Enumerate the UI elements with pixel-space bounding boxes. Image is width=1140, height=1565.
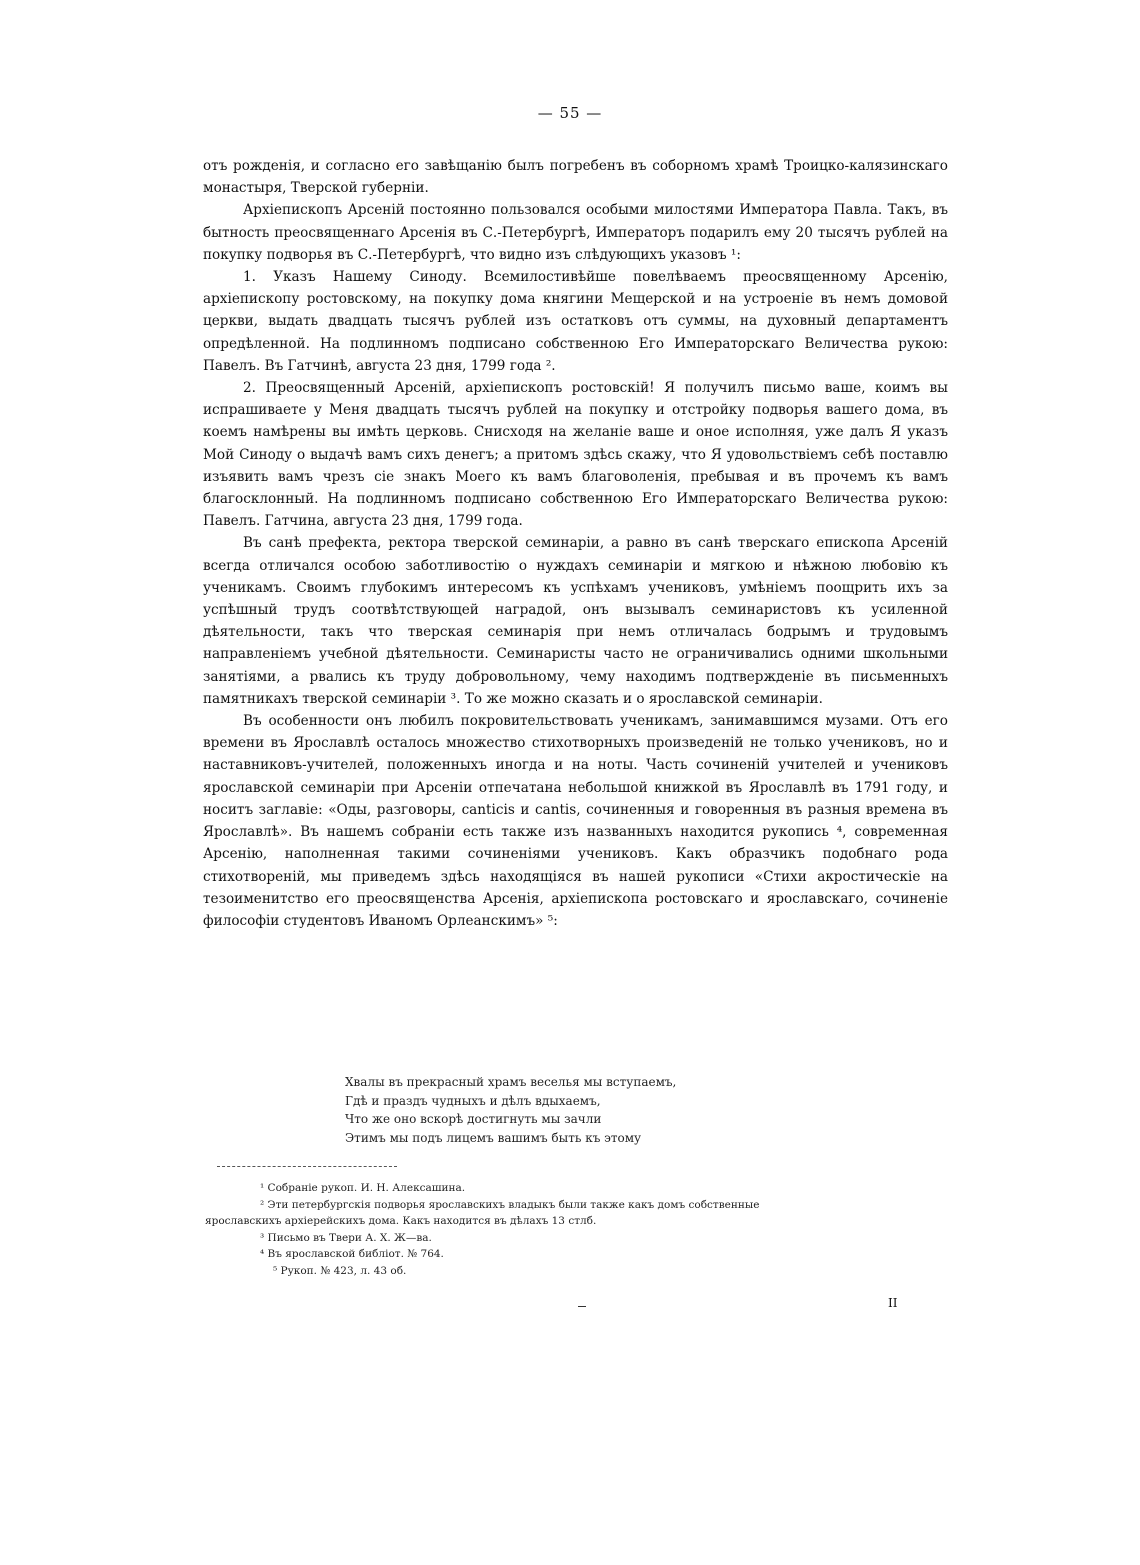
paragraph-5: Въ санѣ префекта, ректора тверской семинаріи, а равно въ санѣ тверскаго епископа Арсеній всегда отличался особою заботливостію о нуждахъ семинаріи и мягкою и нѣжною любовію къ ученикамъ. Своимъ глубокимъ интересомъ къ успѣхамъ учениковъ, умѣніемъ поощрить ихъ за успѣшный трудъ соотвѣтствующей наградой, онъ вызывалъ семинаристовъ къ усиленной дѣятельности, такъ что тверская семинарія при немъ отличалась бодрымъ и трудовымъ направленіемъ учебной дѣятельности. Семинаристы часто не ограничивались одними школьными занятіями, а рвались къ труду добровольному, чему находимъ подтвержденіе въ письменныхъ памятникахъ тверской семинаріи ³. То же можно сказать и о ярославской семинаріи.	[203, 535, 948, 707]
poem-line: Что же оно вскорѣ достигнуть мы зачли	[345, 1112, 602, 1126]
paragraph-4: 2. Преосвященный Арсеній, архіепископъ ростовскій! Я получилъ письмо ваше, коимъ вы испрашиваете у Меня двадцать тысячъ рублей на покупку и отстройку подворья вашего дома, въ коемъ намѣрены вы имѣть церковь. Снисходя на желаніе ваше и оное исполняя, уже далъ Я указъ Мой Синоду о выдачѣ вамъ сихъ денегъ; а притомъ здѣсь скажу, что Я удовольствіемъ себѣ поставлю изъявить вамъ чрезъ сіе знакъ Моего къ вамъ благоволенія, пребывая и въ прочемъ къ вамъ благосклонный. На подлинномъ подписано собственною Его Императорскаго Величества рукою: Павелъ. Гатчина, августа 23 дня, 1799 года.	[203, 380, 948, 530]
poem	[345, 1073, 845, 1147]
footnote-5: ⁵ Рукоп. № 423, л. 43 об.	[273, 1264, 407, 1277]
footnotes	[205, 1180, 950, 1279]
signature-mark: II	[888, 1296, 898, 1310]
footnote-3: ³ Письмо въ Твери А. Х. Ж—ва.	[260, 1231, 432, 1244]
paragraph-6: Въ особенности онъ любилъ покровительствовать ученикамъ, занимавшимся музами. Отъ его времени въ Ярославлѣ осталось множество стихотворныхъ произведеній не только учениковъ, но и наставниковъ-учителей, положенныхъ иногда и на ноты. Часть сочиненій учителей и учениковъ ярославской семинаріи при Арсеніи отпечатана небольшой книжкой въ Ярославлѣ въ 1791 году, и носитъ заглавіе: «Оды, разговоры, canticis и cantis, сочиненныя и говоренныя въ разныя времена въ Ярославлѣ». Въ нашемъ собраніи есть также изъ названныхъ находится рукопись ⁴, современная Арсенію, наполненная такими сочиненіями учениковъ. Какъ образчикъ подобнаго рода стихотвореній, мы приведемъ здѣсь находящіяся въ нашей рукописи «Стихи акростическіе на тезоименитство его преосвященства Арсенія, архіепископа ростовскаго и ярославскаго, сочиненіе философіи студентовъ Иваномъ Орлеанскимъ» ⁵:	[203, 713, 948, 929]
paragraph-2: Архіепископъ Арсеній постоянно пользовался особыми милостями Императора Павла. Такъ, въ бытность преосвященнаго Арсенія въ С.-Петербургѣ, Императоръ подарилъ ему 20 тысячъ рублей на покупку подворья въ С.-Петербургѣ, что видно изъ слѣдующихъ указовъ ¹:	[203, 202, 948, 263]
footnote-2: ² Эти петербургскія подворья ярославскихъ владыкъ были также какъ домъ собственные	[260, 1198, 760, 1211]
paragraph-1: отъ рожденія, и согласно его завѣщанію былъ погребенъ въ соборномъ храмѣ Троицко-калязинскаго монастыря, Тверской губерніи.	[203, 158, 948, 197]
poem-line: Этимъ мы подъ лицемъ вашимъ быть къ этому	[345, 1130, 642, 1145]
footnote-divider	[217, 1166, 397, 1167]
paragraph-3: 1. Указъ Нашему Синоду. Всемилостивѣйше повелѣваемъ преосвященному Арсенію, архіепископу ростовскому, на покупку дома княгини Мещерской и на устроеніе въ немъ домовой церкви, выдать двадцать тысячъ рублей изъ остатковъ отъ суммы, на духовный департаментъ опредѣленной. На подлинномъ подписано собственною Его Императорскаго Величества рукою: Павелъ. Въ Гатчинѣ, августа 23 дня, 1799 года ².	[203, 269, 948, 374]
body-text	[203, 155, 948, 932]
footnote-2-continued: ярославскихъ архіерейскихъ дома. Какъ находится въ дѣлахъ 13 стлб.	[205, 1215, 597, 1227]
poem-line: Гдѣ и праздъ чудныхъ и дѣлъ вдыхаемъ,	[345, 1093, 601, 1108]
poem-line: Хвалы въ прекрасный храмъ веселья мы вступаемъ,	[345, 1075, 677, 1089]
printer-mark-dash	[578, 1306, 586, 1307]
footnote-1: ¹ Собраніе рукоп. И. Н. Алексашина.	[260, 1182, 466, 1194]
footnote-4: ⁴ Въ ярославской библіот. № 764.	[260, 1248, 444, 1260]
page-number: — 55 —	[537, 104, 603, 122]
